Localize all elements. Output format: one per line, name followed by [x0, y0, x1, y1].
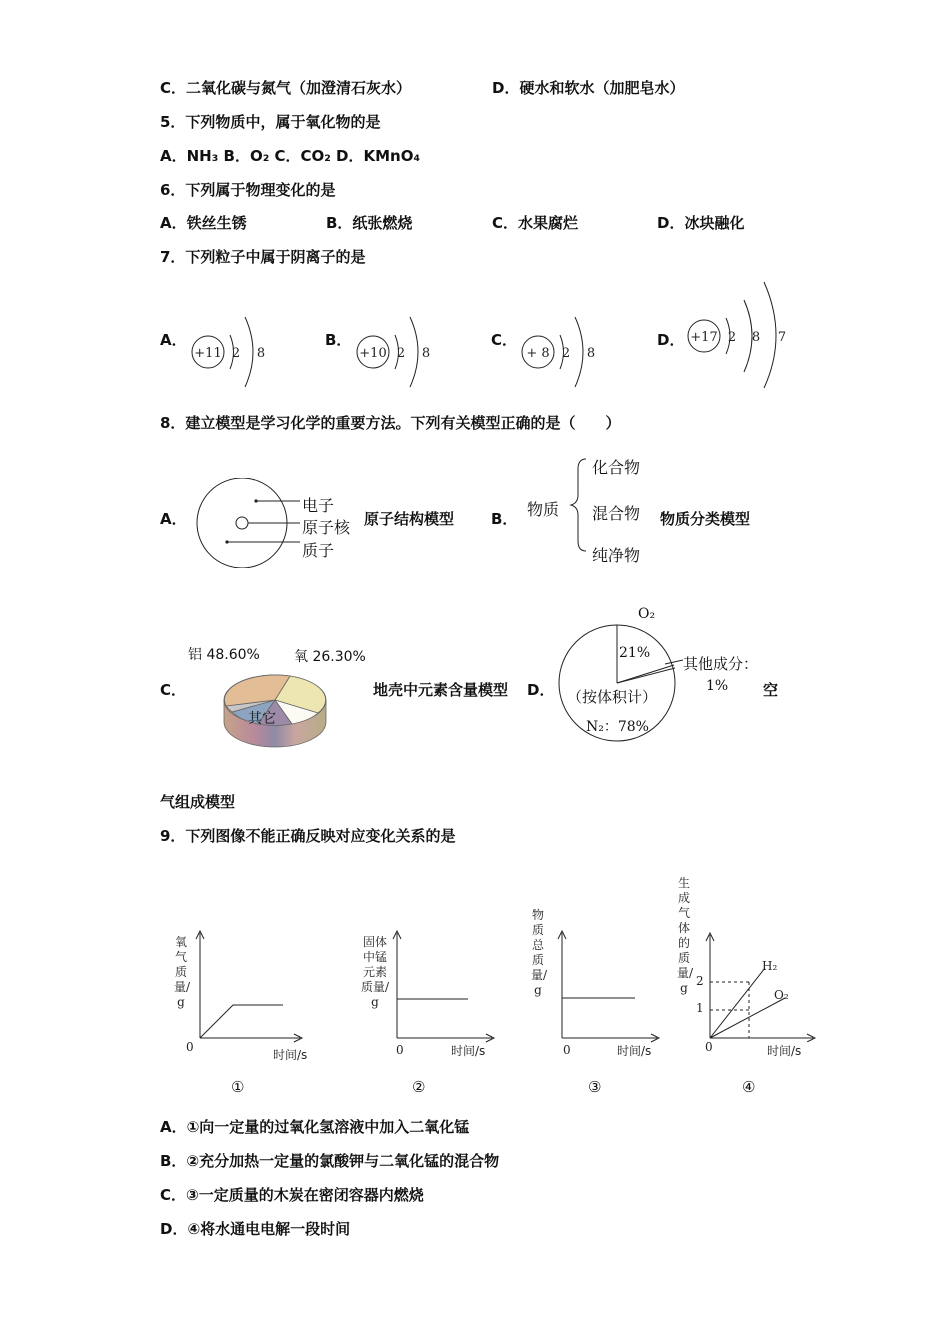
q9-option-b: B．②充分加热一定量的氯酸钾与二氧化锰的混合物: [160, 1152, 500, 1170]
q8-option-a-label: A．: [160, 510, 187, 528]
q7-option-c-label: C．: [491, 331, 518, 349]
pie-label-o: 氧 26.30%: [294, 649, 366, 665]
graph2-origin: 0: [396, 1043, 404, 1057]
q9-option-d: D．④将水通电电解一段时间: [160, 1220, 351, 1238]
graph3: [557, 928, 667, 1043]
q6-option-b: B．纸张燃烧: [326, 214, 413, 232]
graph4: [705, 930, 820, 1042]
classification-item: 混合物: [592, 504, 641, 523]
graph4-origin: 0: [705, 1040, 713, 1054]
q8-d-caption-a: 空: [763, 681, 779, 699]
air-o2-label: O₂: [638, 606, 656, 622]
graph4-tick-2: 2: [696, 974, 704, 988]
q7-option-d-label: D．: [657, 331, 685, 349]
q7-atom-c: [515, 305, 605, 395]
shell-electrons: 8: [256, 346, 266, 361]
brace-icon: [568, 455, 592, 555]
shell-electrons: 2: [727, 330, 737, 345]
label-nucleus: 原子核: [302, 518, 351, 537]
graph4-h2-label: H₂: [762, 959, 778, 973]
graph4-number: ④: [742, 1078, 756, 1096]
pie-label-al: 铝 48.60%: [188, 647, 260, 663]
q9-option-a: A．①向一定量的过氧化氢溶液中加入二氧化锰: [160, 1118, 470, 1136]
q7-atom-a: [185, 305, 275, 395]
air-21-pct: 21%: [619, 645, 651, 661]
q7-atom-d: [682, 278, 797, 390]
graph4-tick-1: 1: [696, 1001, 704, 1015]
air-others-label: 其他成分：: [683, 655, 759, 673]
graph1-xlabel: 时间/s: [273, 1048, 308, 1062]
graph2-ylabel: 固体中锰元素质量/g: [360, 935, 390, 1009]
q9-option-c: C．③一定质量的木炭在密闭容器内燃烧: [160, 1186, 424, 1204]
nucleus-charge: +10: [359, 346, 387, 361]
nucleus-charge: + 8: [526, 346, 550, 361]
q8-d-caption-b: 气组成模型: [160, 793, 236, 811]
classification-item: 纯净物: [592, 546, 641, 565]
q7-option-b-label: B．: [325, 331, 352, 349]
air-volume-note: （按体积计）: [567, 688, 658, 706]
graph3-ylabel: 物质总质量/g: [531, 908, 548, 997]
graph1-ylabel: 氧气质量/g: [174, 935, 191, 1009]
graph1-number: ①: [231, 1078, 245, 1096]
option-c-text: C．二氧化碳与氮气（加澄清石灰水）: [160, 79, 412, 97]
classification-item: 化合物: [592, 458, 641, 477]
option-d-text: D．硬水和软水（加肥皂水）: [492, 79, 685, 97]
q8-option-b-label: B．: [491, 510, 518, 528]
q7-option-a-label: A．: [160, 331, 187, 349]
q5-options: A．NH₃ B．O₂ C．CO₂ D．KMnO₄: [160, 147, 421, 165]
graph3-number: ③: [588, 1078, 602, 1096]
crust-element-pie: [220, 660, 330, 750]
graph4-ylabel: 生成气体的质量/g: [677, 876, 694, 995]
nucleus-charge: +11: [194, 346, 222, 361]
pie-label-other: 其它: [248, 711, 276, 727]
graph1: [195, 928, 305, 1043]
graph2: [392, 928, 502, 1043]
graph2-xlabel: 时间/s: [451, 1044, 486, 1058]
graph4-xlabel: 时间/s: [767, 1044, 802, 1058]
q8-stem: 8．建立模型是学习化学的重要方法。下列有关模型正确的是（ ）: [160, 414, 621, 432]
shell-electrons: 8: [421, 346, 431, 361]
label-proton: 质子: [302, 541, 335, 560]
shell-electrons: 8: [586, 346, 596, 361]
q8-option-d-label: D．: [527, 681, 555, 699]
q7-atom-b: [350, 305, 440, 395]
q8-a-caption: 原子结构模型: [364, 510, 455, 528]
q7-stem: 7．下列粒子中属于阴离子的是: [160, 248, 366, 266]
q8-c-caption: 地壳中元素含量模型: [373, 681, 509, 699]
q6-stem: 6．下列属于物理变化的是: [160, 181, 336, 199]
q8-b-caption: 物质分类模型: [660, 510, 751, 528]
shell-electrons: 8: [751, 330, 761, 345]
graph3-xlabel: 时间/s: [617, 1044, 652, 1058]
q8-option-c-label: C．: [160, 681, 187, 699]
graph1-origin: 0: [186, 1040, 194, 1054]
shell-electrons: 2: [561, 346, 571, 361]
graph4-o2-label: O₂: [774, 988, 789, 1002]
air-n2-label: N₂：78%: [586, 719, 649, 735]
q6-option-d: D．冰块融化: [657, 214, 745, 232]
q6-option-c: C．水果腐烂: [492, 214, 579, 232]
graph3-origin: 0: [563, 1043, 571, 1057]
shell-electrons: 2: [231, 346, 241, 361]
nucleus-charge: +17: [690, 330, 718, 345]
graph2-number: ②: [412, 1078, 426, 1096]
classification-root: 物质: [527, 500, 560, 519]
shell-electrons: 2: [396, 346, 406, 361]
label-electron: 电子: [302, 496, 335, 515]
atom-structure-diagram: [190, 478, 300, 568]
q9-stem: 9．下列图像不能正确反映对应变化关系的是: [160, 827, 456, 845]
air-1-pct: 1%: [706, 678, 729, 694]
q5-stem: 5．下列物质中，属于氧化物的是: [160, 113, 381, 131]
shell-electrons: 7: [777, 330, 787, 345]
q6-option-a: A．铁丝生锈: [160, 214, 247, 232]
